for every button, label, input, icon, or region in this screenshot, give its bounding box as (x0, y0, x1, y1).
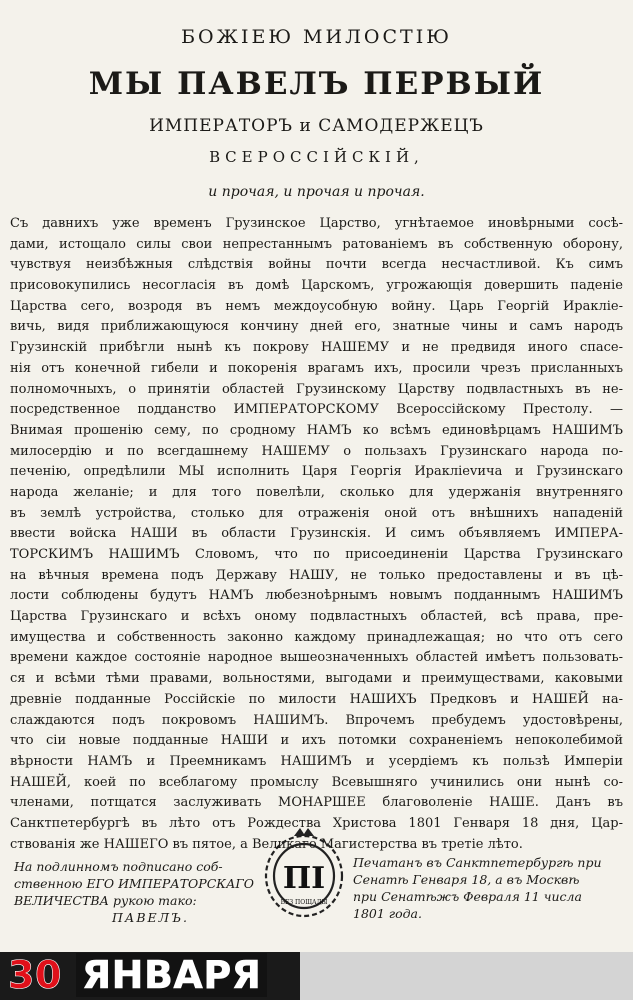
body-line: на вѣчныя времена подъ Державу НАШУ, не только предоставлены и въ цѣ- (10, 567, 623, 583)
body-line: ся и всѣми тѣми правами, вольностями, выгодами и преимуществами, каковыми (10, 671, 623, 687)
body-line: дами, истощало силы свои непрестаннымъ ратованіемъ въ собственную оборону, (10, 236, 623, 252)
signature-right-line: Сенатѣ Генваря 18, а въ Москвѣ (353, 872, 580, 887)
signature-right-line: 1801 года. (353, 906, 422, 921)
signature-left-line: На подлинномъ подписано соб- (14, 859, 223, 874)
date-day: 30 (8, 953, 62, 997)
body-line: членами, потщатся заслуживать МОНАРШЕЕ благоволеніе НАШЕ. Данъ въ (10, 795, 623, 811)
body-line: вичь, видя приближающуюся кончину дней его, знатные чины и самъ народъ (10, 319, 623, 335)
header-line-5: и прочая, и прочая и прочая. (208, 184, 425, 200)
body-line: посредственное подданство ИМПЕРАТОРСКОМУ Всероссійскому Престолу. — (10, 402, 623, 418)
seal-inscription: БЕЗ ПОЩАДЫ (280, 899, 328, 906)
header-title: МЫ ПАВЕЛЪ ПЕРВЫЙ (88, 66, 545, 102)
body-line: что сіи новые подданные НАШИ и ихъ потомки сохраненіемъ непоколебимой (10, 733, 623, 749)
body-line: чувствуя неизбѣжныя слѣдствія войны почти всегда несчастливой. Къ симъ (10, 257, 623, 273)
header-line-4: ВСЕРОССІЙСКІЙ, (209, 148, 424, 166)
body-line: ТОРСКИМЪ НАШИМЪ Словомъ, что по присоединеніи Царства Грузинскаго (10, 547, 623, 562)
signature-name: ПАВЕЛЪ. (112, 910, 190, 925)
signature-right (353, 854, 623, 922)
body-line: НАШЕЙ, коей по всеблагому промыслу Всевышняго учинились они нынѣ со- (10, 774, 623, 790)
body-line: ввести войска НАШИ въ области Грузинскія. И симъ объявляемъ ИМПЕРА- (10, 526, 623, 542)
signature-left-line: ВЕЛИЧЕСТВА рукою тако: (14, 893, 197, 908)
date-month: ЯНВАРЯ (76, 953, 268, 997)
body-line: народа желаніе; и для того повелѣли, сколько для удержанія внутренняго (10, 484, 623, 500)
body-line: полномочныхъ, о принятіи областей Грузинскому Царству подвластныхъ въ не- (10, 381, 623, 397)
body-line: Внимая прошенію сему, по сродному НАМЪ ко всѣмъ единовѣрцамъ НАШИМЪ (10, 422, 623, 438)
header-line-3: ИМПЕРАТОРЪ и САМОДЕРЖЕЦЪ (149, 116, 484, 136)
imperial-monogram-seal (256, 822, 352, 926)
signature-left (14, 858, 254, 926)
body-line: имущества и собственность законно каждому принадлежащая; но что отъ сего (10, 629, 623, 645)
crown-icon (294, 828, 314, 836)
signature-right-line: Печатанъ въ Санктпетербургѣ при (353, 855, 602, 870)
body-line: вѣрности НАМЪ и Преемникамъ НАШИМЪ и усердіемъ къ пользѣ Имперіи (10, 753, 623, 769)
seal-monogram: ПІ (282, 861, 326, 896)
body-line: слаждаются подъ покровомъ НАШИМЪ. Впрочемъ пребудемъ удостовѣрены, (10, 712, 623, 728)
body-line: древніе подданные Россійскіе по милости НАШИХЪ Предковъ и НАШЕЙ на- (10, 691, 623, 707)
body-line: Санктпетербургѣ въ лѣто отъ Рождества Христова 1801 Генваря 18 дня, Цар- (10, 815, 623, 831)
body-line: присовокупились несогласія въ домѣ Царскомъ, угрожающія довершить паденіе (10, 278, 623, 294)
body-line: Грузинскій прибѣгли нынѣ къ покрову НАШЕМУ и не предвидя иного спасе- (10, 340, 623, 356)
manifesto-body (10, 214, 623, 855)
header-line-1: БОЖІЕЮ МИЛОСТІЮ (181, 26, 452, 48)
body-line: лости соблюдены будутъ НАМЪ любезноѣрнымъ новымъ подданнымъ НАШИМЪ (10, 588, 623, 604)
body-line: нія отъ конечной гибели и покоренія врагамъ ихъ, просили чрезъ присланныхъ (10, 360, 623, 376)
body-line: въ землѣ устройства, столько для отраженія оной отъ внѣшнихъ нападеній (10, 505, 623, 521)
signature-left-line: ственною ЕГО ИМПЕРАТОРСКАГО (14, 876, 254, 891)
body-line: Царства сего, возродя въ немъ междоусобную войну. Царь Георгій Ираклie- (10, 298, 623, 314)
body-line: Царства Грузинскаго и всѣхъ оному подвластныхъ областей, всѣ права, пре- (10, 609, 623, 625)
body-line: печенію, опредѣлили МЫ исполнить Царя Георгія Ираклievича и Грузинскаго (10, 464, 623, 480)
body-line: Съ давнихъ уже временъ Грузинское Царство, угнѣтаемое иновѣрными сосѣ- (10, 216, 623, 231)
body-line: ствованія же НАШЕГО въ пятое, а Великаго Магистерства въ третіе лѣто. (10, 836, 523, 852)
signature-right-line: при Сенатѣжъ Февраля 11 числа (353, 889, 582, 904)
body-line: времени каждое состояніе народное вышеозначенныхъ областей имѣетъ пользовать- (10, 650, 623, 666)
date-label (8, 950, 267, 1000)
body-line: милосердію и по всегдашнему НАШЕМУ о пользахъ Грузинскаго народа по- (10, 443, 623, 459)
